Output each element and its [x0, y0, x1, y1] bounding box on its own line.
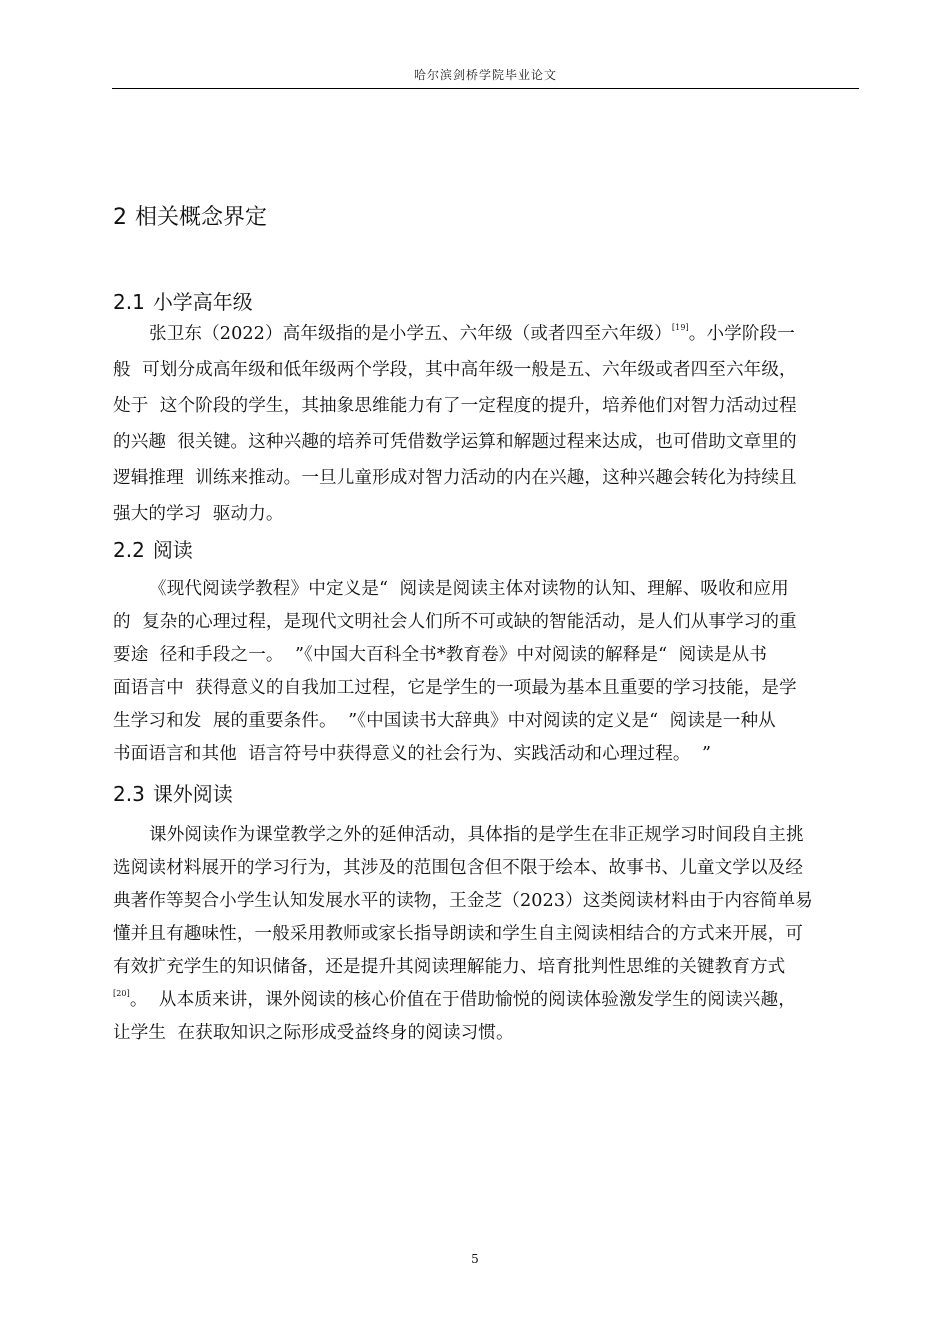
- citation-marker: [19]: [671, 323, 689, 332]
- section-title-text: 课外阅读: [152, 782, 233, 806]
- paragraph-line: 逻辑推理 训练来推动。一旦儿童形成对智力活动的内在兴趣，这种兴趣会转化为持续且: [113, 468, 797, 488]
- text-run: 。小学阶段一: [688, 324, 795, 344]
- paragraph-line: 般 可划分成高年级和低年级两个学段，其中高年级一般是五、六年级或者四至六年级，: [113, 360, 797, 380]
- section-number: 2.2: [113, 538, 145, 562]
- paragraph-line: 生学习和发 展的重要条件。 ”《中国读书大辞典》中对阅读的定义是“ 阅读是一种从: [113, 711, 776, 731]
- paragraph-line: [149, 320, 795, 345]
- section-title-2-1: [113, 286, 253, 315]
- section-number: 2.1: [113, 290, 145, 314]
- paragraph-line: 要途 径和手段之一。 ”《中国大百科全书*教育卷》中对阅读的解释是“ 阅读是从书: [113, 645, 768, 665]
- paragraph-line: 的兴趣 很关键。这种兴趣的培养可凭借数学运算和解题过程来达成，也可借助文章里的: [113, 432, 797, 452]
- section-title-2-2: [113, 534, 193, 563]
- paragraph-line: 处于 这个阶段的学生，其抽象思维能力有了一定程度的提升，培养他们对智力活动过程: [113, 396, 797, 416]
- section-number: 2.3: [113, 782, 145, 806]
- section-title-text: 阅读: [152, 538, 193, 562]
- page-number: 5: [471, 1252, 479, 1266]
- chapter-title: [113, 200, 267, 231]
- citation-marker: [20]: [113, 989, 130, 998]
- paragraph-line: 课外阅读作为课堂教学之外的延伸活动，具体指的是学生在非正规学习时间段自主挑: [149, 825, 804, 845]
- section-title-2-3: [113, 778, 233, 807]
- text-run: 。 从本质来讲，课外阅读的核心价值在于借助愉悦的阅读体验激发学生的阅读兴趣，: [129, 990, 796, 1010]
- paragraph-line: 书面语言和其他 语言符号中获得意义的社会行为、实践活动和心理过程。 ”: [113, 744, 712, 764]
- section-title-text: 小学高年级: [152, 290, 253, 314]
- paragraph-line: 有效扩充学生的知识储备，还是提升其阅读理解能力、培育批判性思维的关键教育方式: [113, 957, 786, 977]
- paragraph-line: 的 复杂的心理过程，是现代文明社会人们所不可或缺的智能活动，是人们从事学习的重: [113, 612, 797, 632]
- chapter-number: 2: [113, 205, 127, 230]
- paragraph-line: 《现代阅读学教程》中定义是“ 阅读是阅读主体对读物的认知、理解、吸收和应用: [149, 579, 789, 599]
- running-header: 哈尔滨剑桥学院毕业论文: [413, 68, 557, 82]
- paragraph-line: 让学生 在获取知识之际形成受益终身的阅读习惯。: [113, 1023, 514, 1043]
- text-run: 张卫东（2022）高年级指的是小学五、六年级（或者四至六年级）: [149, 324, 672, 344]
- paragraph-line: 强大的学习 驱动力。: [113, 504, 284, 524]
- chapter-title-text: 相关概念界定: [135, 205, 268, 230]
- paragraph-line: [113, 986, 796, 1011]
- header-rule: [112, 88, 859, 89]
- paragraph-line: 懂并且有趣味性，一般采用教师或家长指导朗读和学生自主阅读相结合的方式来开展，可: [113, 924, 804, 944]
- paragraph-line: 选阅读材料展开的学习行为，其涉及的范围包含但不限于绘本、故事书、儿童文学以及经: [113, 858, 804, 878]
- paragraph-line: 面语言中 获得意义的自我加工过程，它是学生的一项最为基本且重要的学习技能，是学: [113, 678, 797, 698]
- paragraph-line: 典著作等契合小学生认知发展水平的读物，王金芝（2023）这类阅读材料由于内容简单易: [113, 891, 813, 911]
